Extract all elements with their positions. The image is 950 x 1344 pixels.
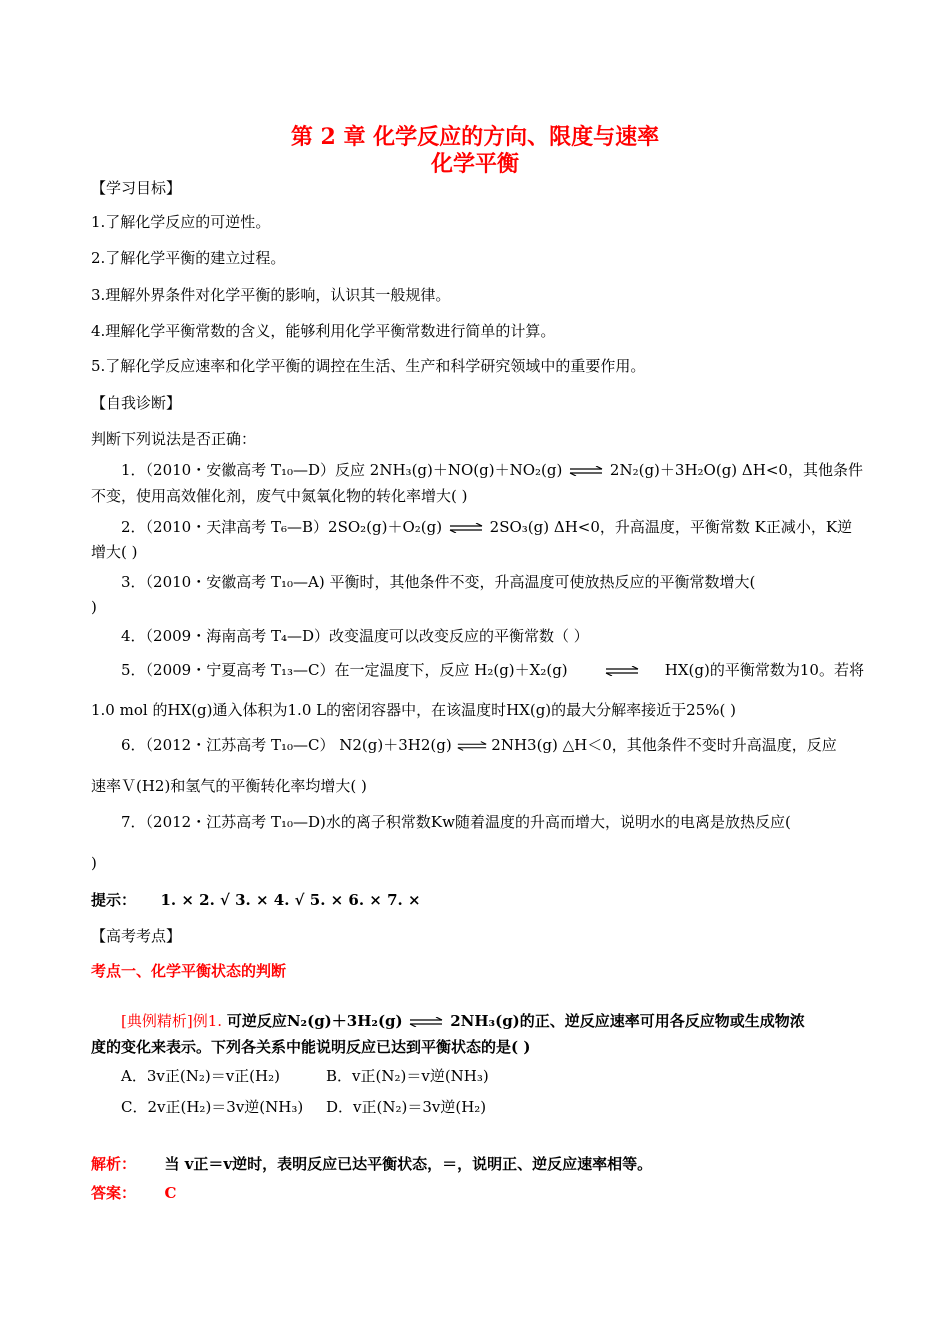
question-6	[121, 734, 837, 756]
question-5-part-b: HX(g)的平衡常数为10。若将	[664, 661, 864, 679]
analysis-text: 当 v正＝v逆时，表明反应已达平衡状态，＝，说明正、逆反应速率相等。	[164, 1155, 653, 1173]
equilibrium-arrow-icon	[449, 523, 483, 533]
question-2-cont: 增大( )	[91, 543, 138, 561]
objective-item: 3.理解外界条件对化学平衡的影响，认识其一般规律。	[91, 286, 451, 304]
objective-item: 4.理解化学平衡常数的含义，能够利用化学平衡常数进行简单的计算。	[91, 322, 556, 340]
option-b: B．v正(N₂)＝v逆(NH₃)	[326, 1067, 489, 1085]
diagnosis-heading: 【自我诊断】	[91, 394, 182, 412]
equilibrium-arrow-icon	[409, 1017, 443, 1027]
chapter-title: 第 2 章 化学反应的方向、限度与速率	[290, 124, 660, 150]
question-6-part-a: 6．（2012・江苏高考 T₁₀—C） N2(g)＋3H2(g)	[121, 736, 452, 754]
question-3: 3．（2010・安徽高考 T₁₀—A) 平衡时，其他条件不变，升高温度可使放热反应的平衡常数增大(	[121, 573, 756, 591]
tip-answers: 1. × 2. √ 3. × 4. √ 5. × 6. × 7. ×	[160, 891, 421, 909]
option-a: A．3v正(N₂)＝v正(H₂)	[121, 1067, 280, 1085]
answer-text: C	[164, 1184, 177, 1202]
question-5-cont: 1.0 mol 的HX(g)通入体积为1.0 L的密闭容器中，在该温度时HX(g)的最大分解率接近于25%( )	[91, 701, 736, 719]
question-4: 4．（2009・海南高考 T₄—D）改变温度可以改变反应的平衡常数（ ）	[121, 627, 589, 645]
tip-line	[91, 889, 421, 911]
question-5	[121, 659, 864, 681]
example-1	[121, 1010, 805, 1032]
example-part-b: 2NH₃(g)的正、逆反应速率可用各反应物或生成物浓	[450, 1012, 805, 1030]
equilibrium-arrow-icon	[605, 666, 639, 676]
question-6-part-b: 2NH3(g) △H＜0，其他条件不变时升高温度，反应	[491, 736, 837, 754]
exam-heading: 【高考考点】	[91, 927, 182, 945]
equilibrium-arrow-icon	[569, 466, 603, 476]
diagnosis-intro: 判断下列说法是否正确：	[91, 430, 257, 448]
question-1-part-a: 1．（2010・安徽高考 T₁₀—D）反应 2NH₃(g)＋NO(g)＋NO₂(g)	[121, 461, 563, 479]
question-3-cont: )	[91, 598, 97, 616]
question-7-cont: )	[91, 854, 97, 872]
question-1-part-b: 2N₂(g)＋3H₂O(g) ΔH<0，其他条件	[609, 461, 863, 479]
exam-point-1: 考点一、化学平衡状态的判断	[91, 962, 287, 980]
section-title: 化学平衡	[430, 151, 519, 177]
answer-label: 答案：	[91, 1184, 137, 1202]
answer-line	[91, 1182, 176, 1204]
objectives-heading: 【学习目标】	[91, 179, 182, 197]
question-2-part-b: 2SO₃(g) ΔH<0，升高温度，平衡常数 K正减小，K逆	[489, 518, 853, 536]
tip-label: 提示：	[91, 891, 137, 909]
example-part-a: 可逆反应N₂(g)＋3H₂(g)	[226, 1012, 403, 1030]
analysis-label: 解析：	[91, 1155, 137, 1173]
question-2	[121, 516, 852, 538]
example-tag: [典例精析]例1.	[121, 1012, 223, 1030]
question-6-cont: 速率Ｖ(H2)和氢气的平衡转化率均增大( )	[91, 777, 367, 795]
objective-item: 2.了解化学平衡的建立过程。	[91, 249, 286, 267]
objective-item: 1.了解化学反应的可逆性。	[91, 213, 271, 231]
question-2-part-a: 2．（2010・天津高考 T₆—B）2SO₂(g)＋O₂(g)	[121, 518, 443, 536]
question-1-cont: 不变，使用高效催化剂，废气中氮氧化物的转化率增大( )	[91, 487, 468, 505]
analysis-line	[91, 1153, 652, 1175]
option-d: D．v正(N₂)＝3v逆(H₂)	[326, 1098, 487, 1116]
question-5-part-a: 5．（2009・宁夏高考 T₁₃—C）在一定温度下，反应 H₂(g)＋X₂(g)	[121, 661, 568, 679]
question-1	[121, 459, 863, 481]
option-c: C．2v正(H₂)＝3v逆(NH₃)	[121, 1098, 304, 1116]
equilibrium-arrow-icon	[457, 741, 487, 751]
example-1-cont: 度的变化来表示。下列各关系中能说明反应已达到平衡状态的是( )	[91, 1038, 531, 1056]
question-7: 7．（2012・江苏高考 T₁₀—D)水的离子积常数Kw随着温度的升高而增大，说明水的电离是放热反应(	[121, 813, 791, 831]
objective-item: 5.了解化学反应速率和化学平衡的调控在生活、生产和科学研究领域中的重要作用。	[91, 357, 646, 375]
